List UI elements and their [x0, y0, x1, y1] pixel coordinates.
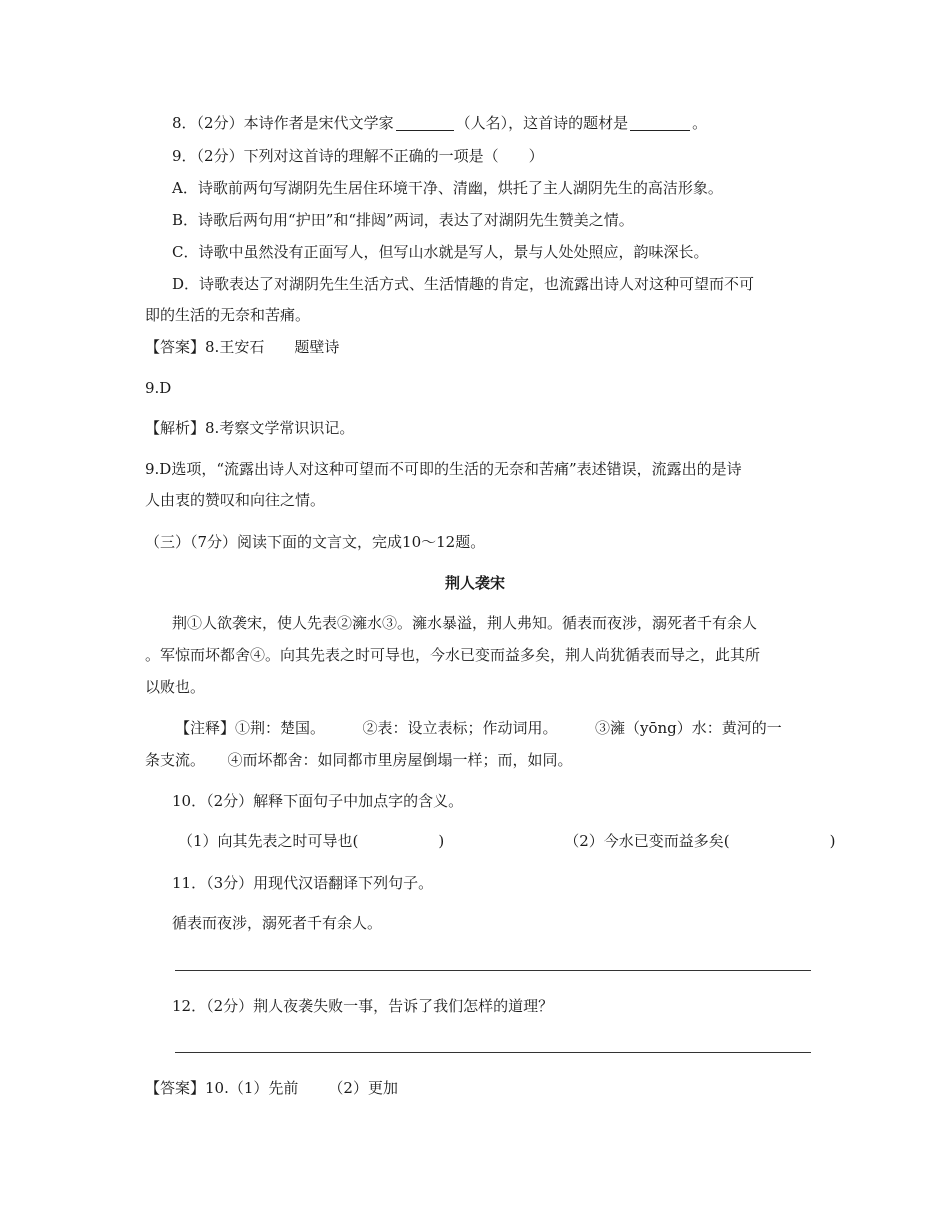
- answer-8: [145, 337, 825, 357]
- answer-10-label: 【答案】: [145, 1079, 206, 1097]
- q8-author-blank[interactable]: [396, 115, 454, 131]
- passage-line-2: 。军惊而坏都舍④。向其先表之时可导也，今水已变而益多矣，荆人尚犹循表而导之，此其所: [145, 646, 761, 664]
- question-9-option-d-line1: D．诗歌表达了对湖阴先生生活方式、生活情趣的肯定，也流露出诗人对这种可望而不可: [172, 275, 755, 293]
- analysis-9-line2: 人由衷的赞叹和向往之情。: [145, 491, 326, 509]
- answer-8-text: 8.王安石: [205, 338, 265, 356]
- passage-line-3: 以败也。: [145, 678, 206, 696]
- analysis-8: [145, 418, 825, 438]
- annotation-line-2: 条支流。 ④而坏都舍：如同都市里房屋倒塌一样；而，如同。: [145, 751, 573, 769]
- analysis-9-line1: 9.D选项，“流露出诗人对这种可望而不可即的生活的无奈和苦痛”表述错误，流露出的是诗: [145, 460, 742, 478]
- answer-10: [145, 1078, 825, 1098]
- question-8: [172, 113, 852, 133]
- passage-line-1: 荆①人欲袭宋，使人先表②澭水③。澭水暴溢，荆人弗知。循表而夜涉，溺死者千有余人: [172, 614, 758, 632]
- q10-sub1-close: ): [438, 832, 445, 850]
- q10-sub1-open: （1）向其先表之时可导也(: [178, 832, 359, 850]
- question-10-subitems: [178, 831, 858, 851]
- q8-theme-blank[interactable]: [630, 115, 690, 131]
- q8-middle: （人名），这首诗的题材是: [455, 114, 629, 132]
- analysis-label: 【解析】: [145, 419, 206, 437]
- question-11-answer-line[interactable]: [175, 970, 811, 971]
- annotation-line-1: 【注释】①荆：楚国。 ②表：设立表标；作动词用。 ③澭（yōng）水：黄河的一: [175, 719, 782, 737]
- question-9-option-d-line2: 即的生活的无奈和苦痛。: [145, 306, 311, 324]
- question-12-stem: 12．（2分）荆人夜袭失败一事，告诉了我们怎样的道理？: [172, 997, 554, 1015]
- question-11-stem: 11．（3分）用现代汉语翻译下列句子。: [172, 874, 434, 892]
- q8-suffix: 。: [692, 114, 708, 132]
- q8-prefix: 8．（2分）本诗作者是宋代文学家: [172, 114, 394, 132]
- q10-sub2-open: （2）今水已变而益多矣(: [564, 832, 730, 850]
- section-3-heading: （三）（7分）阅读下面的文言文，完成10～12题。: [145, 533, 486, 551]
- question-9-option-c: C．诗歌中虽然没有正面写人，但写山水就是写人，景与人处处照应，韵味深长。: [172, 243, 709, 261]
- analysis-8-text: 8.考察文学常识识记。: [205, 419, 355, 437]
- question-12-answer-line[interactable]: [175, 1052, 811, 1053]
- question-11-sentence: 循表而夜涉，溺死者千有余人。: [172, 914, 383, 932]
- answer-9: 9.D: [145, 379, 172, 397]
- passage-title: 荆人袭宋: [444, 574, 505, 592]
- question-9-option-b: B．诗歌后两句用“护田”和“排闼”两词，表达了对湖阴先生赞美之情。: [172, 211, 634, 229]
- q10-sub2-close: ): [829, 832, 836, 850]
- question-9-stem: 9．（2分）下列对这首诗的理解不正确的一项是（ ）: [172, 147, 544, 165]
- question-9-option-a: A．诗歌前两句写湖阴先生居住环境干净、清幽，烘托了主人湖阴先生的高洁形象。: [172, 179, 723, 197]
- answer-label: 【答案】: [145, 338, 206, 356]
- answer-8-theme: 题壁诗: [294, 338, 340, 356]
- answer-10-part2: （2）更加: [328, 1079, 398, 1097]
- question-10-stem: 10．（2分）解释下面句子中加点字的含义。: [172, 792, 464, 810]
- answer-10-part1: 10.（1）先前: [205, 1079, 299, 1097]
